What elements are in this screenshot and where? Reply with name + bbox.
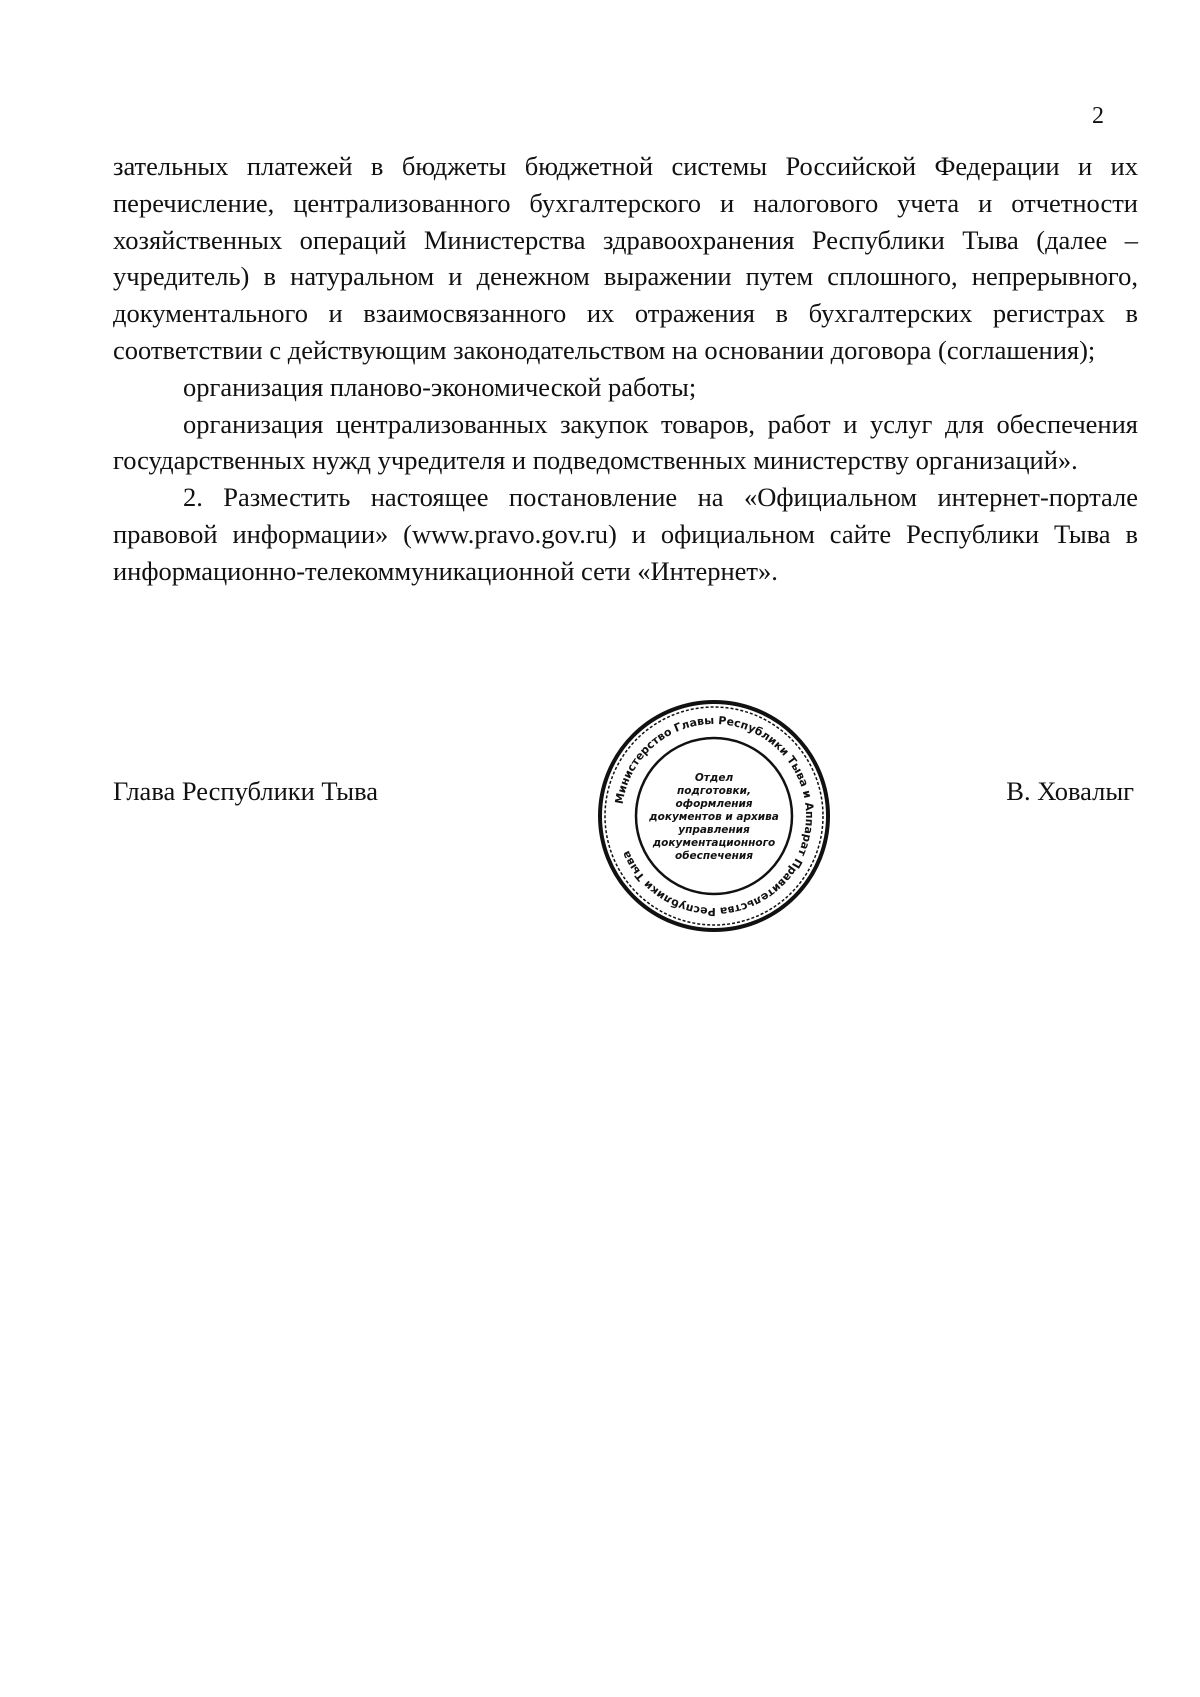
paragraph-planning: организация планово-экономической работы; — [183, 371, 697, 402]
signature-name: В. Ховалыг — [1006, 776, 1134, 806]
seal-ring-text: Министерство Главы Республики Тыва и Аппарат Правительства Республики Тыва — [612, 713, 817, 919]
seal-center-line: Отдел — [694, 772, 734, 784]
seal-stamp-icon — [596, 698, 832, 934]
paragraph-continuation: зательных платежей в бюджеты бюджетной системы Российской Федерации и их перечисление, централизованного бухгалтерского и налогового учета и отчетности хозяйственных операций Министерства здравоохранения Республики Тыва (далее – учредитель) в натуральном и денежном выражении путем сплошного, непрерывного, документального и взаимосвязанного их отражения в бухгалтерских регистрах в соответствии с действующим законодательством на основании договора (соглашения); — [113, 151, 1138, 365]
seal-center-line: оформления — [675, 798, 753, 810]
seal-center-line: управления — [678, 824, 750, 836]
page-number: 2 — [1092, 103, 1104, 129]
seal-center-line: обеспечения — [675, 850, 753, 862]
signature-title: Глава Республики Тыва — [113, 776, 379, 806]
seal-center-line: документов и архива — [649, 811, 779, 823]
paragraph-publication: 2. Разместить настоящее постановление на «Официальном интернет-портале правовой информации» (www.pravo.gov.ru) и официальном сайте Республики Тыва в информационно-телекоммуникационной сети «Интернет». — [113, 482, 1138, 586]
paragraph-procurement: организация централизованных закупок товаров, работ и услуг для обеспечения государственных нужд учредителя и подведомственных министерству организаций». — [113, 408, 1138, 476]
seal-center-line: подготовки, — [676, 785, 752, 797]
body-text — [113, 148, 1138, 590]
official-seal — [596, 698, 832, 934]
seal-center-line: документационного — [652, 837, 776, 849]
